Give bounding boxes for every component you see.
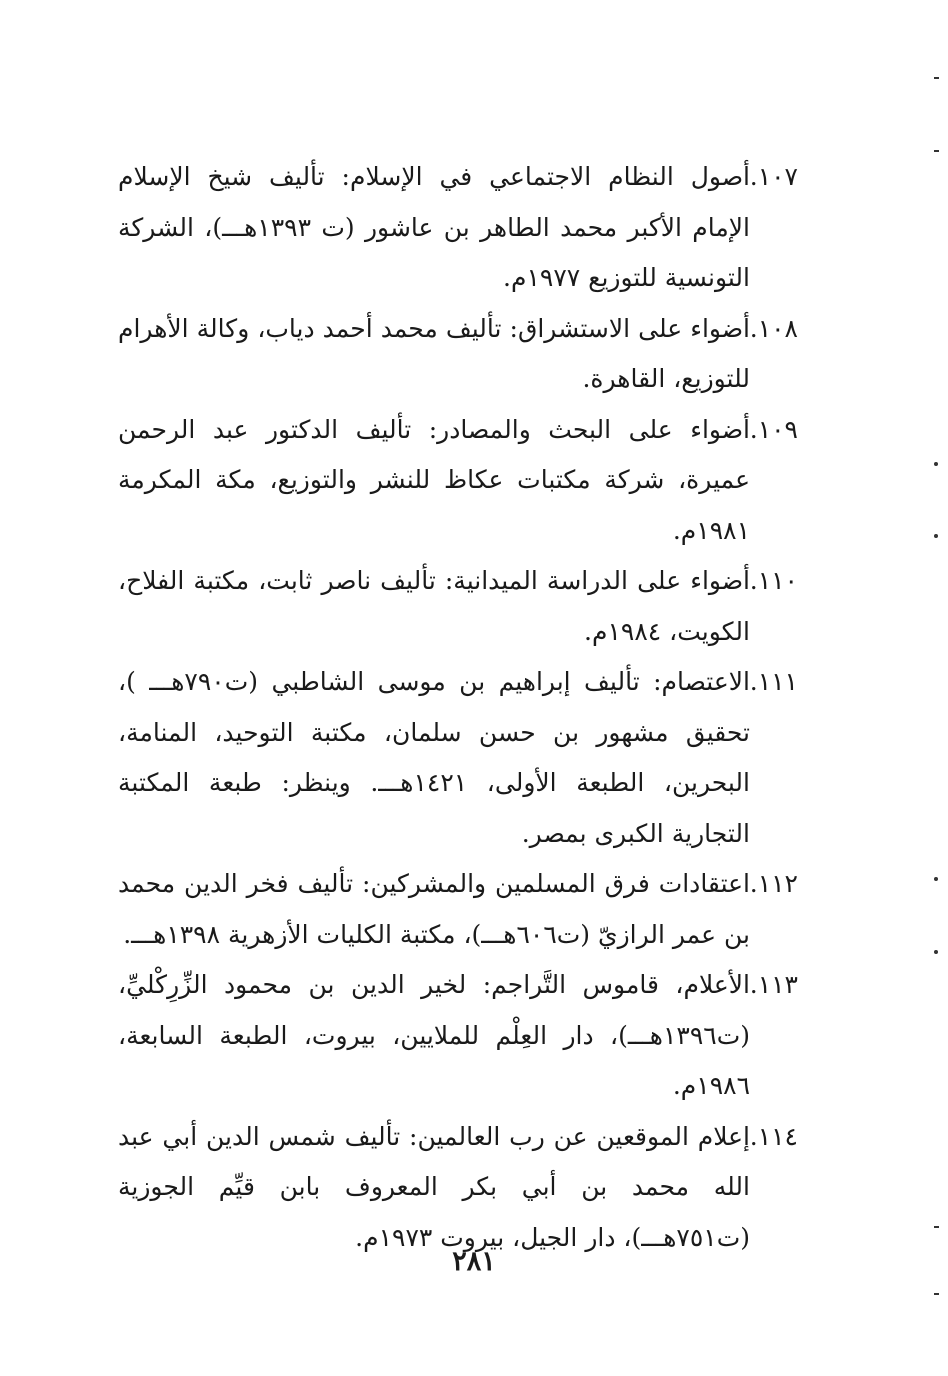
reference-number: ١٠٧. <box>749 162 798 191</box>
reference-number: ١١٢. <box>749 869 798 898</box>
reference-list <box>118 152 798 1263</box>
scan-mark <box>934 462 938 466</box>
reference-text: أصول النظام الاجتماعي في الإسلام: تأليف شيخ الإسلام الإمام الأكبر محمد الطاهر بن عاشور (ت ١٣٩٣هـــ)، الشركة التونسية للتوزيع ١٩٧٧م. <box>118 162 750 292</box>
reference-item <box>118 405 798 557</box>
reference-text: إعلام الموقعين عن رب العالمين: تأليف شمس الدين أبي عبد الله محمد بن أبي بكر المعروف بابن قيِّم الجوزية (ت٧٥١هـــ)، دار الجيل، بيروت ١٩٧٣م. <box>118 1121 750 1252</box>
scan-mark <box>934 1293 939 1295</box>
reference-text: أضواء على الدراسة الميدانية: تأليف ناصر ثابت، مكتبة الفلاح، الكويت، ١٩٨٤م. <box>118 566 750 646</box>
reference-text: أضواء على البحث والمصادر: تأليف الدكتور عبد الرحمن عميرة، شركة مكتبات عكاظ للنشر والتوزيع، مكة المكرمة ١٩٨١م. <box>118 414 750 545</box>
page-number: ٢٨١ <box>452 1246 496 1277</box>
reference-text: الأعلام، قاموس التَّراجم: لخير الدين بن محمود الزِّرِكْليِّ، (ت١٣٩٦هـــ)، دار العِلْم للملايين، بيروت، الطبعة السابعة، ١٩٨٦م. <box>118 970 750 1100</box>
reference-number: ١١٠. <box>749 566 798 595</box>
reference-item <box>118 1112 798 1264</box>
reference-item <box>118 960 798 1112</box>
scan-mark <box>934 1226 939 1228</box>
scan-mark <box>934 150 939 152</box>
reference-item <box>118 152 798 304</box>
reference-number: ١٠٩. <box>749 414 798 444</box>
reference-text: الاعتصام: تأليف إبراهيم بن موسى الشاطبي (ت٧٩٠هـــ )، تحقيق مشهور بن حسن سلمان، مكتبة التوحيد، المنامة، البحرين، الطبعة الأولى، ١٤٢١هـــ. وينظر: طبعة المكتبة التجارية الكبرى بمصر. <box>118 667 750 848</box>
reference-number: ١٠٨. <box>749 313 798 343</box>
reference-number: ١١١. <box>749 667 798 696</box>
scan-mark <box>934 534 938 538</box>
reference-text: أضواء على الاستشراق: تأليف محمد أحمد دياب، وكالة الأهرام للتوزيع، القاهرة. <box>118 313 750 393</box>
reference-number: ١١٤. <box>749 1121 798 1151</box>
reference-number: ١١٣. <box>749 970 798 999</box>
reference-text: اعتقادات فرق المسلمين والمشركين: تأليف فخر الدين محمد بن عمر الرازيّ (ت٦٠٦هـــ)، مكتبة الكليات الأزهرية ١٣٩٨هـــ. <box>118 869 750 949</box>
scan-mark <box>934 877 938 881</box>
reference-item <box>118 556 798 657</box>
reference-item <box>118 859 798 960</box>
scan-mark <box>934 950 938 954</box>
reference-item <box>118 304 798 405</box>
reference-item <box>118 657 798 859</box>
scan-mark <box>934 77 939 79</box>
